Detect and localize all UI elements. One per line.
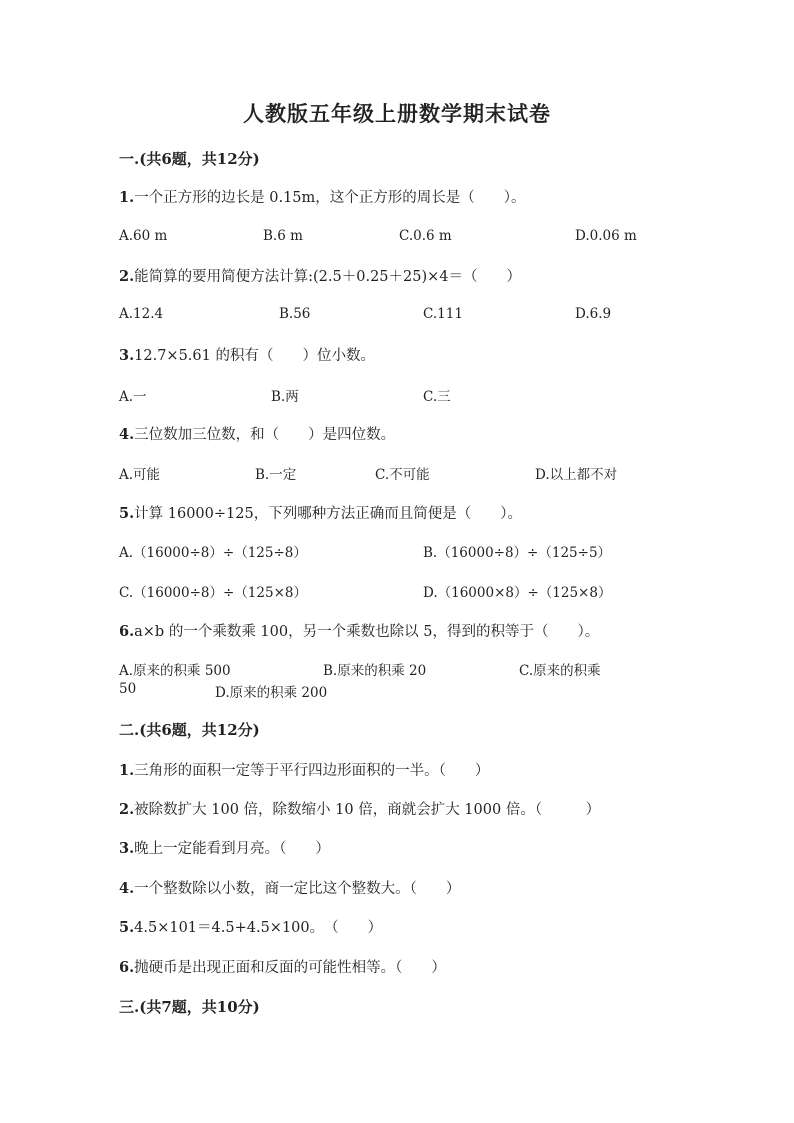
option: 50 (119, 681, 137, 697)
option: B.6 m (263, 228, 303, 244)
option: B.一定 (255, 467, 297, 483)
question (119, 759, 489, 780)
question (119, 916, 382, 937)
question (119, 837, 330, 858)
option: A.60 m (119, 228, 168, 244)
question-text: 晚上一定能看到月亮。（ ） (134, 841, 330, 857)
question-text: 一个正方形的边长是 0.15m，这个正方形的周长是（ ）。 (134, 190, 526, 206)
option: A.原来的积乘 500 (119, 663, 231, 679)
option: A.（16000÷8）÷（125÷8） (119, 545, 307, 561)
question-number: 3. (119, 840, 135, 857)
option: C.三 (423, 389, 451, 405)
option: B.两 (271, 389, 299, 405)
question-text: 能简算的要用简便方法计算:(2.5＋0.25＋25)×4＝（ ） (134, 269, 522, 285)
option: A.可能 (119, 467, 161, 483)
option: C.原来的积乘 (519, 663, 601, 679)
question-text: 一个整数除以小数，商一定比这个整数大。（ ） (134, 881, 461, 897)
question-text: 三角形的面积一定等于平行四边形面积的一半。（ ） (134, 763, 490, 779)
question (119, 956, 446, 977)
question (119, 502, 522, 523)
option: B.（16000÷8）÷（125÷5） (423, 545, 612, 561)
section-heading: 一.(共6题，共12分) (119, 150, 260, 168)
question (119, 186, 526, 207)
question (119, 877, 460, 898)
question-text: a×b 的一个乘数乘 100，另一个乘数也除以 5，得到的积等于（ ）。 (134, 624, 600, 640)
option: D.原来的积乘 200 (215, 685, 328, 701)
question-number: 6. (119, 623, 135, 640)
option: D.6.9 (575, 306, 612, 322)
option: C.（16000÷8）÷（125×8） (119, 585, 307, 601)
question-text: 三位数加三位数，和（ ）是四位数。 (134, 427, 396, 443)
question-number: 2. (119, 801, 135, 818)
option: C.111 (423, 306, 463, 322)
question-text: 4.5×101＝4.5+4.5×100。 （ ） (134, 920, 383, 936)
option: C.不可能 (375, 467, 430, 483)
question-text: 计算 16000÷125，下列哪种方法正确而且简便是（ ）。 (134, 506, 522, 522)
question-number: 1. (119, 762, 135, 779)
option: A.12.4 (119, 306, 164, 322)
question (119, 798, 600, 819)
question-text: 12.7×5.61 的积有（ ）位小数。 (134, 348, 375, 364)
question-number: 3. (119, 347, 135, 364)
option: C.0.6 m (399, 228, 452, 244)
question-text: 被除数扩大 100 倍，除数缩小 10 倍，商就会扩大 1000 倍。（ ） (134, 802, 601, 818)
question (119, 265, 521, 286)
page-title: 人教版五年级上册数学期末试卷 (243, 101, 551, 126)
question-number: 2. (119, 268, 135, 285)
option: D.（16000×8）÷（125×8） (423, 585, 612, 601)
question-number: 5. (119, 919, 135, 936)
question-number: 6. (119, 959, 135, 976)
section-heading: 三.(共7题，共10分) (119, 998, 260, 1016)
option: B.56 (279, 306, 311, 322)
option: D.以上都不对 (535, 467, 618, 483)
option: D.0.06 m (575, 228, 637, 244)
question-number: 5. (119, 505, 135, 522)
question-number: 4. (119, 426, 135, 443)
question-number: 1. (119, 189, 135, 206)
option: A.一 (119, 389, 147, 405)
section-heading: 二.(共6题，共12分) (119, 721, 260, 739)
question (119, 344, 375, 365)
option: B.原来的积乘 20 (323, 663, 427, 679)
question-text: 抛硬币是出现正面和反面的可能性相等。（ ） (134, 960, 446, 976)
question (119, 423, 395, 444)
question-number: 4. (119, 880, 135, 897)
question (119, 620, 599, 641)
